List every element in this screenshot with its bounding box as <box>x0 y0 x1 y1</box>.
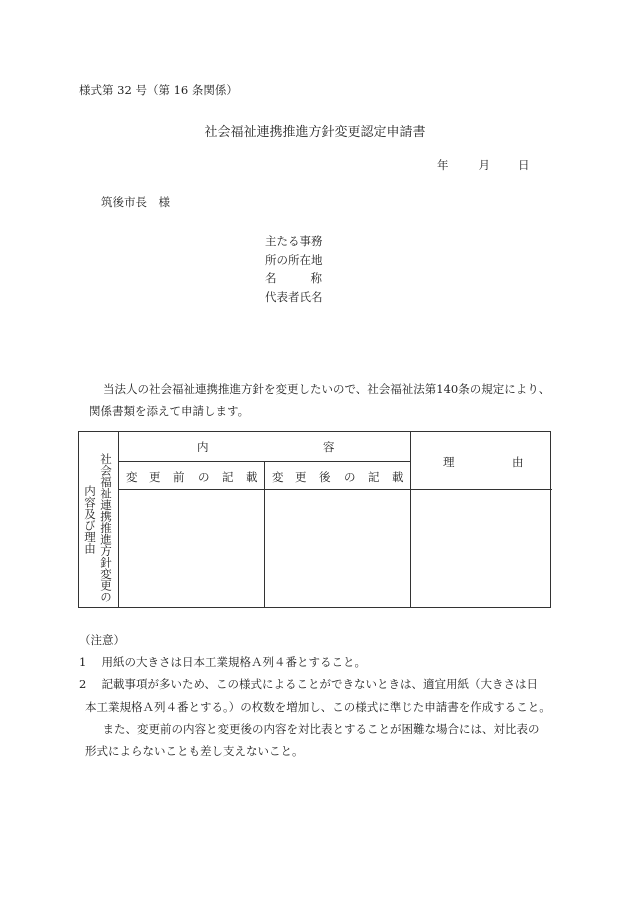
date-day: 日 <box>518 158 530 172</box>
row-label <box>79 432 119 607</box>
body-line-1: 当法人の社会福祉連携推進方針を変更したいので、社会福祉法第140条の規定により、 <box>103 382 551 396</box>
before-content-cell[interactable] <box>119 490 264 608</box>
office-address-label-2: 所の所在地 <box>265 252 323 267</box>
date-line <box>437 157 530 173</box>
form-number: 様式第 32 号（第 16 条関係） <box>79 83 238 97</box>
reason-header-b: 由 <box>512 455 524 469</box>
addressee: 筑後市長 様 <box>101 195 170 209</box>
office-address-label-1: 主たる事務 <box>265 234 323 248</box>
note-item-2-line-2: 本工業規格Ａ列４番とする。）の枚数を増加し、この様式に準じた申請書を作成すること。 <box>85 699 551 714</box>
date-month: 月 <box>478 158 490 172</box>
body-line-2: 関係書類を添えて申請します。 <box>89 404 250 418</box>
note-item-3-line-1: また、変更前の内容と変更後の内容を対比表とすることが困難な場合には、対比表の <box>91 721 540 736</box>
document-title: 社会福祉連携推進方針変更認定申請書 <box>204 125 426 140</box>
name-label: 名 称 <box>265 271 322 285</box>
date-year: 年 <box>437 158 449 172</box>
note-item-3-line-2: 形式によらないことも差し支えないこと。 <box>85 744 304 759</box>
content-header-a: 内 <box>197 440 209 454</box>
notes <box>79 629 569 762</box>
reason-header-a: 理 <box>443 455 455 469</box>
content-header-b: 容 <box>323 440 335 454</box>
body-text <box>79 378 559 422</box>
row-label-col-2: 内容及び理由 <box>83 485 97 554</box>
applicant-block <box>265 232 323 306</box>
change-table: 社会福祉連携推進方針変更の 内容及び理由 内 容 理 由 変 更 前 の 記 載 変 更 後 の 記 載 <box>78 431 551 608</box>
note-item-1: 1 用紙の大きさは日本工業規格Ａ列４番とすること。 <box>79 655 366 670</box>
notes-heading: （注意） <box>79 633 125 647</box>
note-item-2-line-1: 2 記載事項が多いため、この様式によることができないときは、適宜用紙（大きさは日 <box>79 677 539 692</box>
representative-label: 代表者氏名 <box>265 289 323 304</box>
table-divider <box>119 461 410 462</box>
reason-cell[interactable] <box>411 490 551 608</box>
after-content-cell[interactable] <box>265 490 410 608</box>
row-label-col-1: 社会福祉連携推進方針変更の <box>99 453 113 603</box>
